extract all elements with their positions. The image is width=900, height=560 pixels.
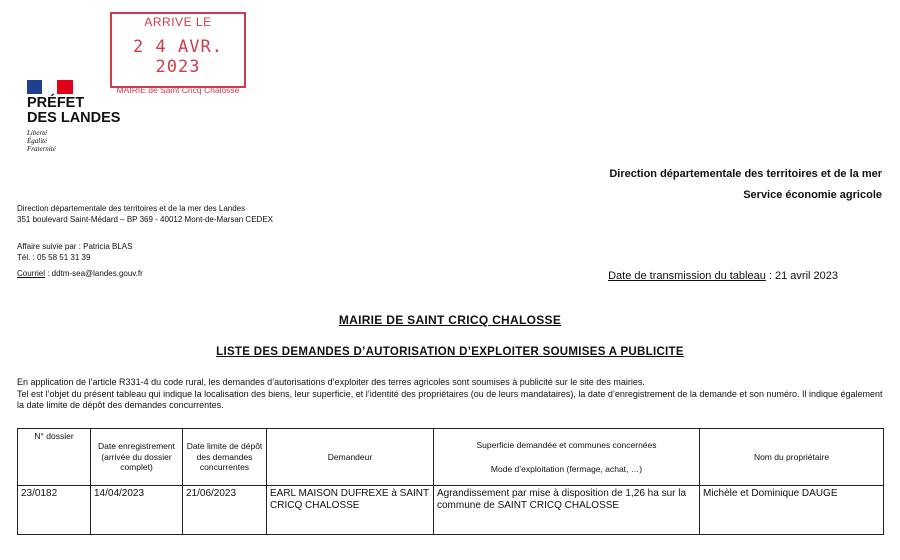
prefet-logo-text [27,96,120,126]
cell-proprietaire: Michèle et Dominique DAUGE [700,486,884,535]
table-row [18,486,884,535]
marianne-flag-icon [27,80,73,94]
service-heading: Service économie agricole [743,189,882,201]
stamp-place: MAIRIE de Saint Cricq Chalosse [116,85,240,95]
logo-line-1: PRÉFET [27,95,85,111]
header-mode: Mode d’exploitation (fermage, achat, …) [490,464,643,474]
demandes-table [17,428,884,535]
sender-line-1: Direction départementale des territoires et de la mer des Landes [17,204,246,213]
arrival-stamp [110,12,246,95]
cell-enregistrement: 14/04/2023 [91,486,183,535]
telephone: Tél. : 05 58 51 31 39 [17,253,91,262]
stamp-date: 2 4 AVR. 2023 [133,37,223,77]
sender-line-2: 351 boulevard Saint-Médard – BP 369 - 40012 Mont-de-Marsan CEDEX [17,215,273,224]
affaire-suivie: Affaire suivie par : Patricia BLAS [17,242,133,251]
transmission-date [608,270,838,282]
header-proprietaire: Nom du propriétaire [700,429,884,486]
contact-block [17,241,143,279]
logo-line-2: DES LANDES [27,110,121,126]
transmission-label: Date de transmission du tableau [608,270,766,282]
devise-liberte: Liberté [27,129,48,137]
header-limite: Date limite de dépôt des demandes concurrentes [183,429,267,486]
header-superficie: Superficie demandée et communes concernées [476,439,657,450]
liste-title: LISTE DES DEMANDES D’AUTORISATION D’EXPLOITER SOUMISES A PUBLICITE [216,346,684,358]
cell-limite: 21/06/2023 [183,486,267,535]
intro-line-2: Tel est l’objet du présent tableau qui indique la localisation des biens, leur superficie, et l’identité des propriétaires (ou de leurs mandataires), la date d’enregistrement de la demande et son numéro. Il indique également la date limite de dépôt des demandes concurrentes. [17,388,883,410]
courriel-label: Courriel [17,269,46,278]
table-header-row [18,429,884,486]
courriel-value: : ddtm-sea@landes.gouv.fr [45,269,143,278]
cell-superficie: Agrandissement par mise à disposition de 1,26 ha sur la commune de SAINT CRICQ CHALOSSE [434,486,700,535]
header-demandeur: Demandeur [267,429,434,486]
sender-address [17,203,273,225]
header-enregistrement: Date enregistrement (arrivée du dossier complet) [91,429,183,486]
header-superficie-mode [434,429,700,486]
direction-heading: Direction départementale des territoires et de la mer [609,168,882,180]
cell-demandeur: EARL MAISON DUFREXE à SAINT CRICQ CHALOSSE [267,486,434,535]
intro-paragraph [17,377,887,412]
courriel-line [17,268,143,279]
stamp-title: ARRIVE LE [144,15,212,29]
intro-line-1: En application de l’article R331-4 du code rural, les demandes d’autorisations d’exploiter des terres agricoles sont soumises à publicité sur le site des mairies. [17,377,645,387]
cell-dossier: 23/0182 [18,486,91,535]
transmission-value: : 21 avril 2023 [765,270,838,282]
devise-egalite: Égalité [27,137,48,145]
header-dossier: N° dossier [18,429,91,486]
mairie-title: MAIRIE DE SAINT CRICQ CHALOSSE [338,313,562,327]
devise-fraternite: Fraternité [27,145,56,153]
devise [27,129,56,153]
